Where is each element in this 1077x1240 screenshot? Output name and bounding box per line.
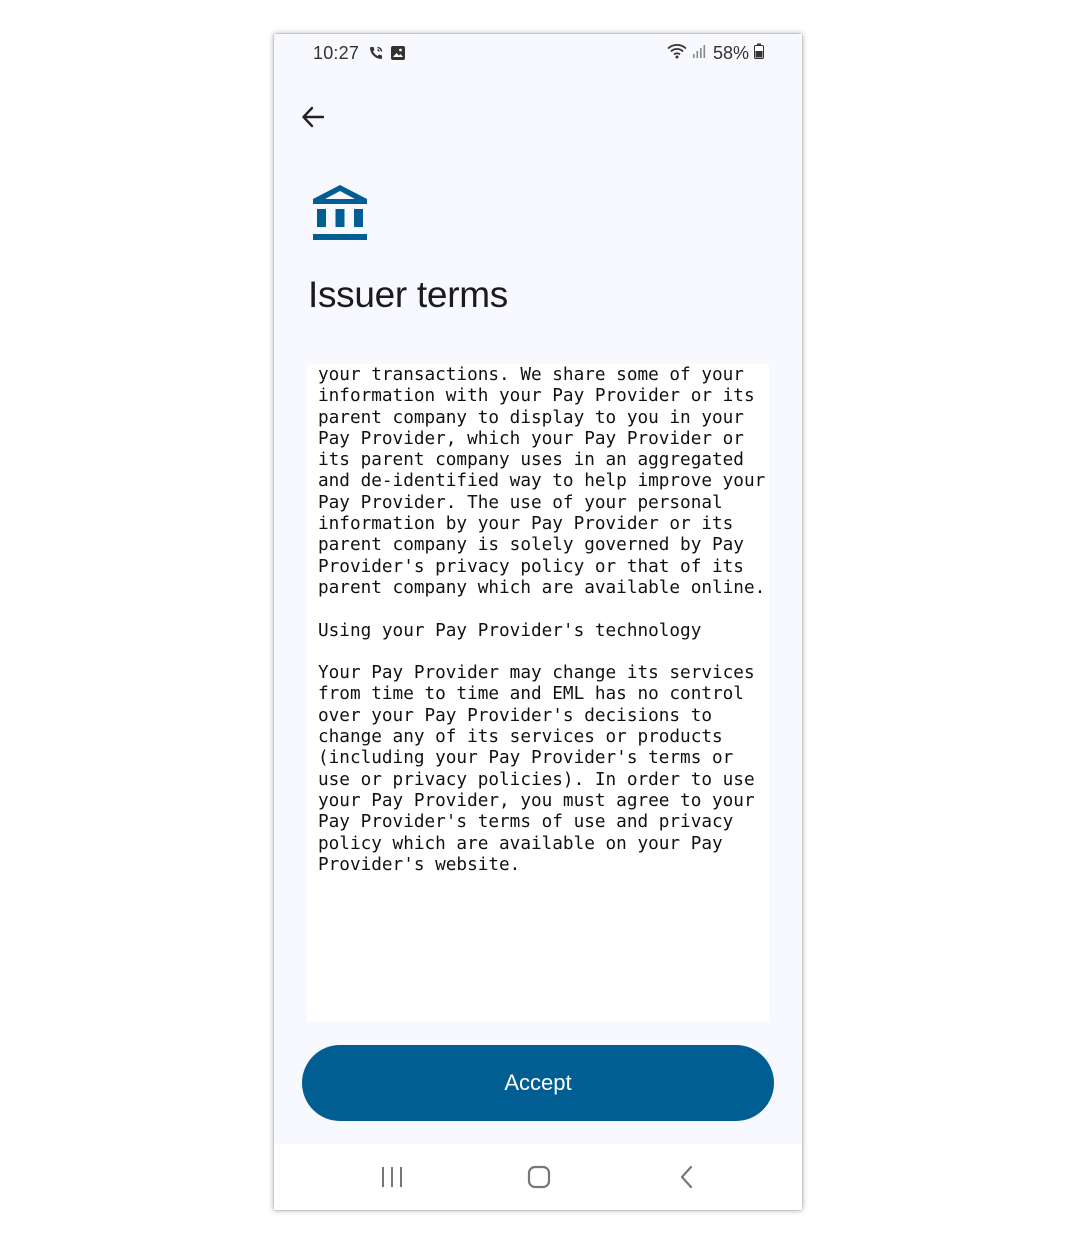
back-button[interactable]	[296, 100, 330, 134]
status-right	[667, 43, 764, 64]
home-icon	[527, 1165, 551, 1189]
terms-scroll-area[interactable]	[307, 364, 769, 1022]
status-time: 10:27	[313, 43, 360, 63]
page-title: Issuer terms	[308, 274, 508, 315]
call-icon	[368, 45, 384, 66]
signal-icon	[692, 43, 708, 64]
gallery-icon	[390, 45, 406, 66]
phone-screen	[274, 34, 802, 1210]
battery-icon	[754, 43, 764, 64]
nav-back-button[interactable]	[674, 1162, 700, 1192]
wifi-icon	[667, 43, 687, 64]
status-bar	[274, 34, 802, 76]
battery-percent: 58%	[712, 43, 749, 63]
recents-button[interactable]	[378, 1162, 406, 1192]
nav-back-icon	[679, 1165, 695, 1189]
terms-text: your transactions. We share some of your information with your Pay Provider or its parent company to display to you in your Pay Provider, which your Pay Provider or its parent company uses in an aggregated and de-identified way to help improve your Pay Provider. The use of your personal information by your Pay Provider or its parent company is solely governed by Pay Provider's privacy policy or that of its parent company which are available online. Using your Pay Provider's technology Your Pay Provider may change its services from time to time and EML has no control over your Pay Provider's decisions to change any of its services or products (including your Pay Provider's terms or use or privacy policies). In order to use your Pay Provider, you must agree to your Pay Provider's terms of use and privacy policy which are available on your Pay Provider's website.	[318, 365, 766, 875]
accept-button[interactable]: Accept	[302, 1045, 774, 1121]
arrow-left-icon	[300, 104, 326, 130]
recents-icon	[380, 1166, 404, 1188]
bank-icon	[312, 184, 368, 247]
status-left-icons	[368, 45, 406, 66]
system-nav-bar	[274, 1144, 802, 1210]
home-button[interactable]	[524, 1162, 554, 1192]
